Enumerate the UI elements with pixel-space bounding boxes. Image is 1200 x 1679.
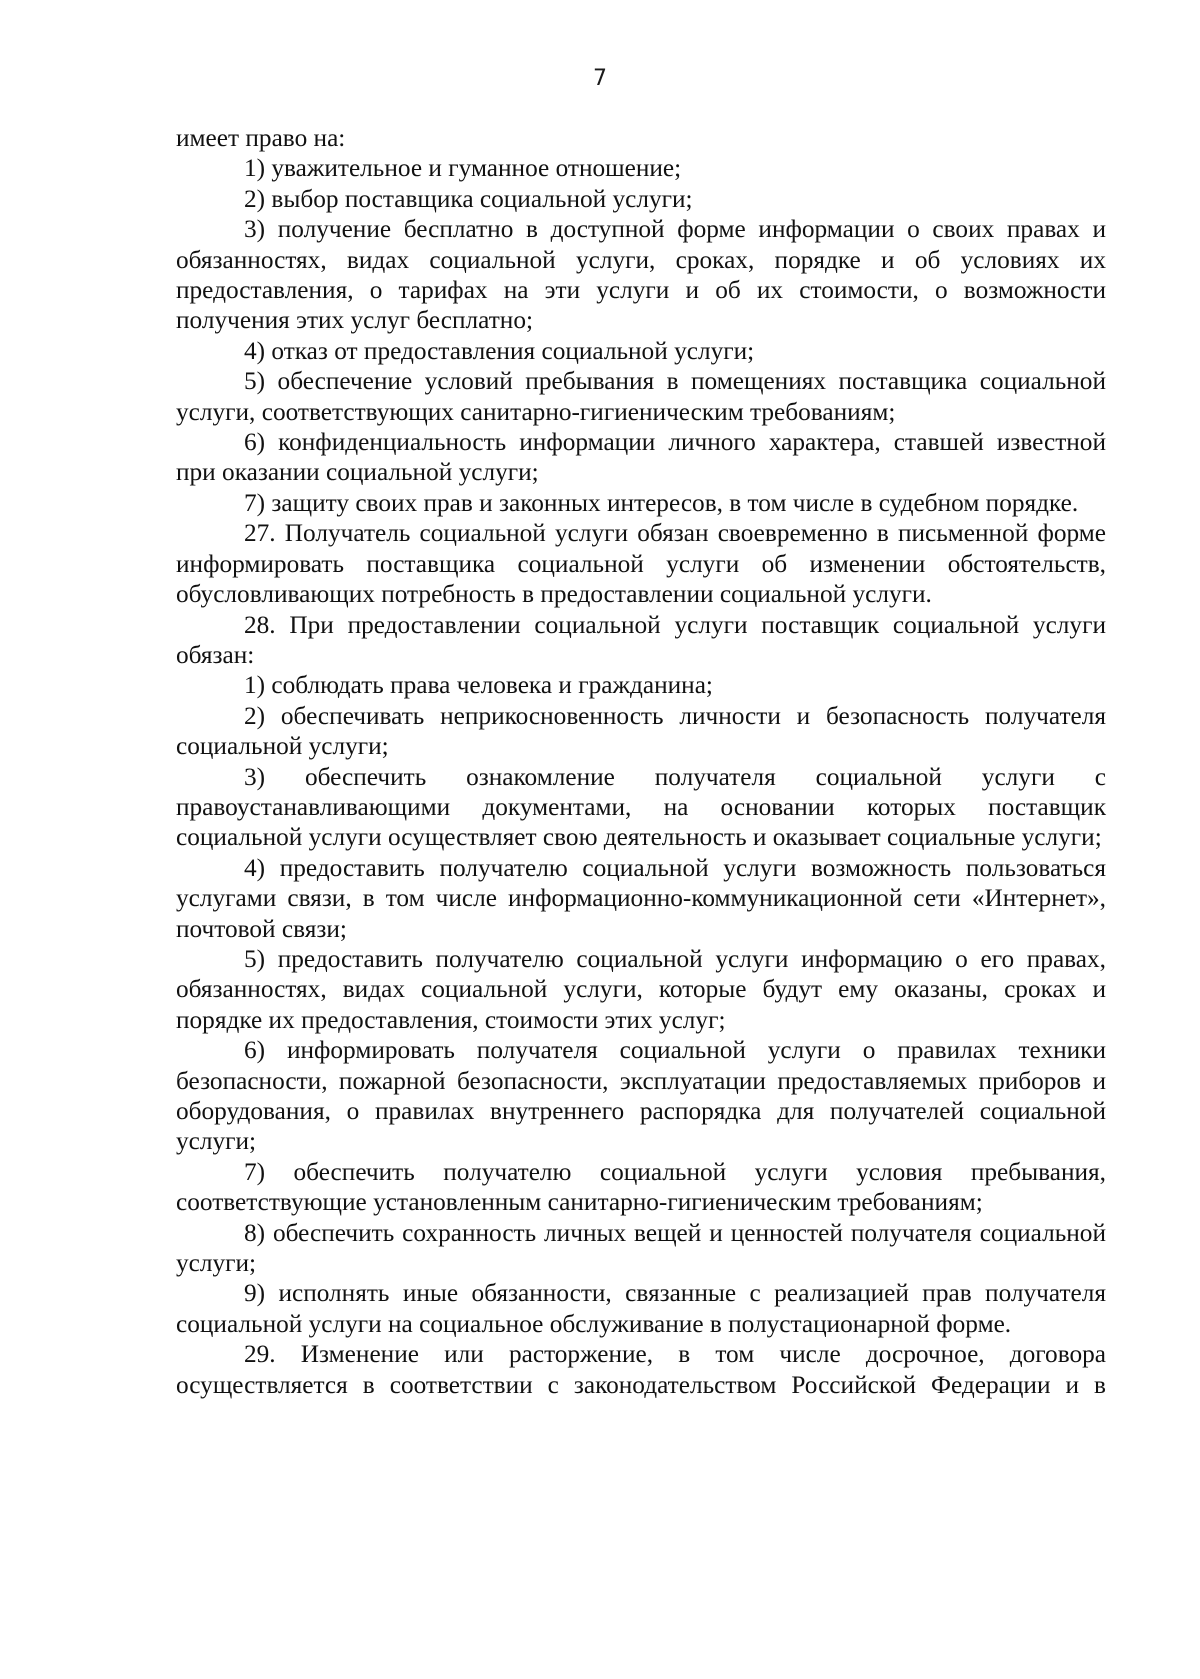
paragraph: 6) информировать получателя социальной услуги о правилах техники безопасности, пожарной безопасности, эксплуатации предоставляемых приборов и оборудования, о правилах внутреннего распорядка для получателей социальной услуги; [176,1036,1106,1156]
paragraph: 28. При предоставлении социальной услуги поставщик социальной услуги обязан: [176,610,1106,669]
paragraph: 9) исполнять иные обязанности, связанные с реализацией прав получателя социальной услуги на социальное обслуживание в полустационарной форме. [176,1279,1106,1338]
paragraph: 7) обеспечить получателю социальной услуги условия пребывания, соответствующие установленным санитарно-гигиеническим требованиям; [176,1157,1106,1217]
paragraph: 4) отказ от предоставления социальной услуги; [244,336,755,365]
paragraph: 8) обеспечить сохранность личных вещей и ценностей получателя социальной услуги; [176,1218,1106,1278]
paragraph: 1) соблюдать права человека и гражданина; [244,671,713,700]
paragraph: 3) получение бесплатно в доступной форме информации о своих правах и обязанностях, видах социальной услуги, сроках, порядке и об условиях их предоставления, о тарифах на эти услуги и об их стоимости, о возможности получения этих услуг бесплатно; [176,215,1106,335]
paragraph: 1) уважительное и гуманное отношение; [244,154,682,183]
paragraph: 4) предоставить получателю социальной услуги возможность пользоваться услугами связи, в том числе информационно-коммуникационной сети «Интернет», почтовой связи; [176,853,1106,943]
paragraph: имеет право на: [176,124,346,152]
paragraph: 5) обеспечение условий пребывания в помещениях поставщика социальной услуги, соответствующих санитарно-гигиеническим требованиям; [176,367,1106,426]
paragraph: 29. Изменение или расторжение, в том числе досрочное, договора осуществляется в соответствии с законодательством Российской Федерации и в [176,1340,1106,1399]
paragraph: 2) выбор поставщика социальной услуги; [244,184,693,213]
paragraph: 2) обеспечивать неприкосновенность личности и безопасность получателя социальной услуги; [176,701,1106,761]
paragraph: 6) конфиденциальность информации личного характера, ставшей известной при оказании социальной услуги; [176,428,1106,487]
paragraph: 5) предоставить получателю социальной услуги информацию о его правах, обязанностях, видах социальной услуги, которые будут ему оказаны, сроках и порядке их предоставления, стоимости этих услуг; [176,944,1106,1034]
paragraph: 3) обеспечить ознакомление получателя социальной услуги с правоустанавливающими документами, на основании которых поставщик социальной услуги осуществляет свою деятельность и оказывает социальные услуги; [176,762,1106,852]
page-number: 7 [593,66,607,91]
paragraph: 7) защиту своих прав и законных интересов, в том числе в судебном порядке. [244,488,1079,517]
document-body [176,123,1106,1400]
paragraph: 27. Получатель социальной услуги обязан своевременно в письменной форме информировать поставщика социальной услуги об изменении обстоятельств, обусловливающих потребность в предоставлении социальной услуги. [176,519,1106,609]
